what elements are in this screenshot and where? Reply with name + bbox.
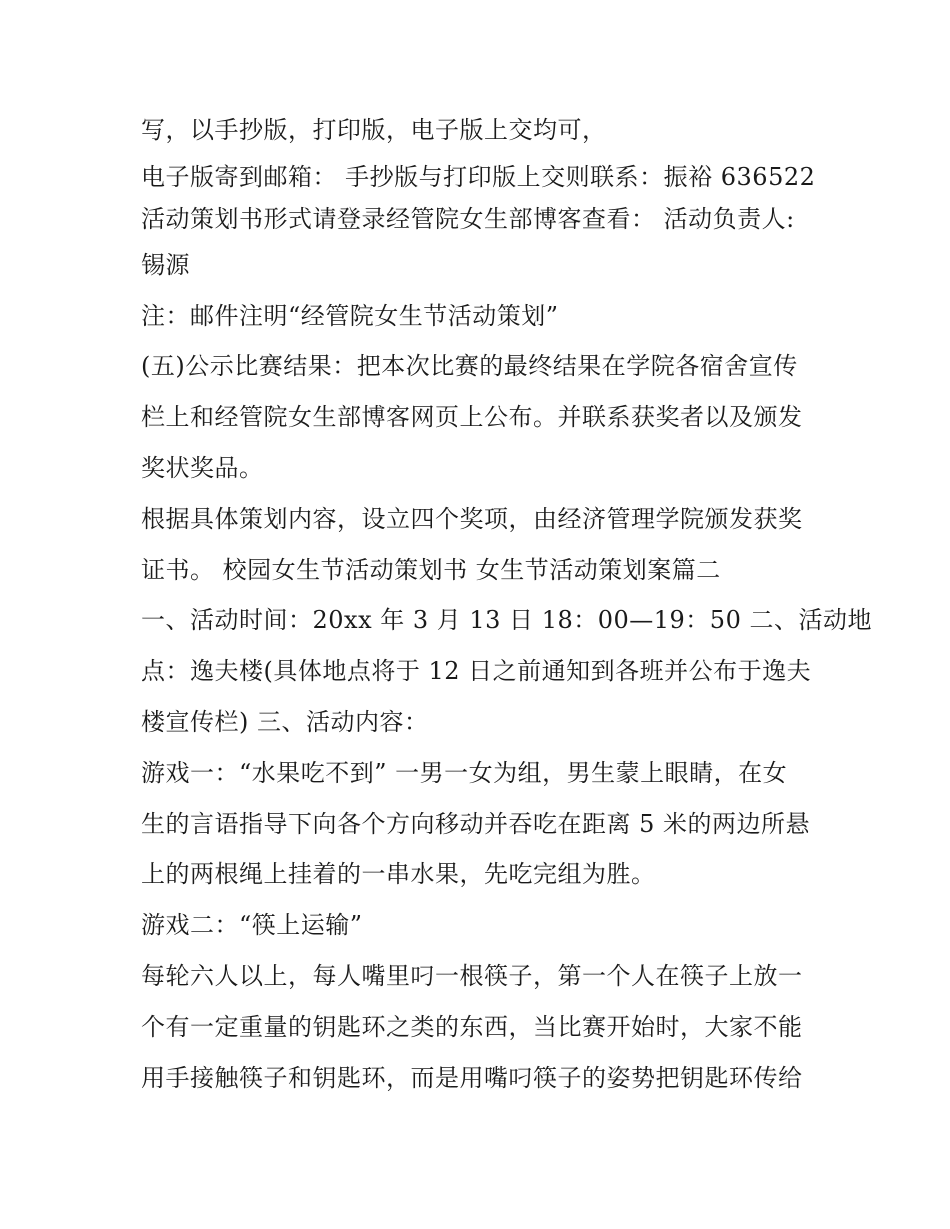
text-line: 生的言语指导下向各个方向移动并吞吃在距离 5 米的两边所悬: [141, 809, 811, 838]
text-line: 点：逸夫楼(具体地点将于 12 日之前通知到各班并公布于逸夫: [141, 657, 812, 686]
document-body: [141, 105, 872, 1103]
text-line: 每轮六人以上，每人嘴里叼一根筷子，第一个人在筷子上放一: [141, 961, 803, 990]
text-line: 证书。 校园女生节活动策划书 女生节活动策划案篇二: [141, 555, 721, 584]
text-line: 一、活动时间：20xx 年 3 月 13 日 18：00—19：50 二、活动地: [141, 606, 872, 635]
text-line: 上的两根绳上挂着的一串水果，先吃完组为胜。: [141, 860, 656, 889]
text-line: 注：邮件注明“经管院女生节活动策划”: [141, 301, 559, 330]
text-line: (五)公示比赛结果：把本次比赛的最终结果在学院各宿舍宣传: [141, 352, 798, 381]
text-line: 锡源: [141, 250, 190, 279]
text-line: 活动策划书形式请登录经管院女生部博客查看： 活动负责人:: [141, 204, 795, 233]
text-line: 栏上和经管院女生部博客网页上公布。并联系获奖者以及颁发: [141, 403, 803, 432]
text-line: 个有一定重量的钥匙环之类的东西，当比赛开始时，大家不能: [141, 1012, 803, 1041]
text-line: 用手接触筷子和钥匙环，而是用嘴叼筷子的姿势把钥匙环传给: [141, 1063, 803, 1092]
text-line: 游戏二：“筷上运输”: [141, 911, 363, 940]
text-line: 游戏一：“水果吃不到” 一男一女为组，男生蒙上眼睛，在女: [141, 758, 788, 787]
text-line: 楼宣传栏) 三、活动内容：: [141, 707, 429, 736]
text-line: 写，以手抄版，打印版，电子版上交均可，: [141, 116, 607, 144]
text-line: 电子版寄到邮箱： 手抄版与打印版上交则联系：振裕 636522: [141, 162, 816, 191]
text-line: 根据具体策划内容，设立四个奖项，由经济管理学院颁发获奖: [141, 504, 803, 533]
text-line: 奖状奖品。: [141, 453, 264, 482]
